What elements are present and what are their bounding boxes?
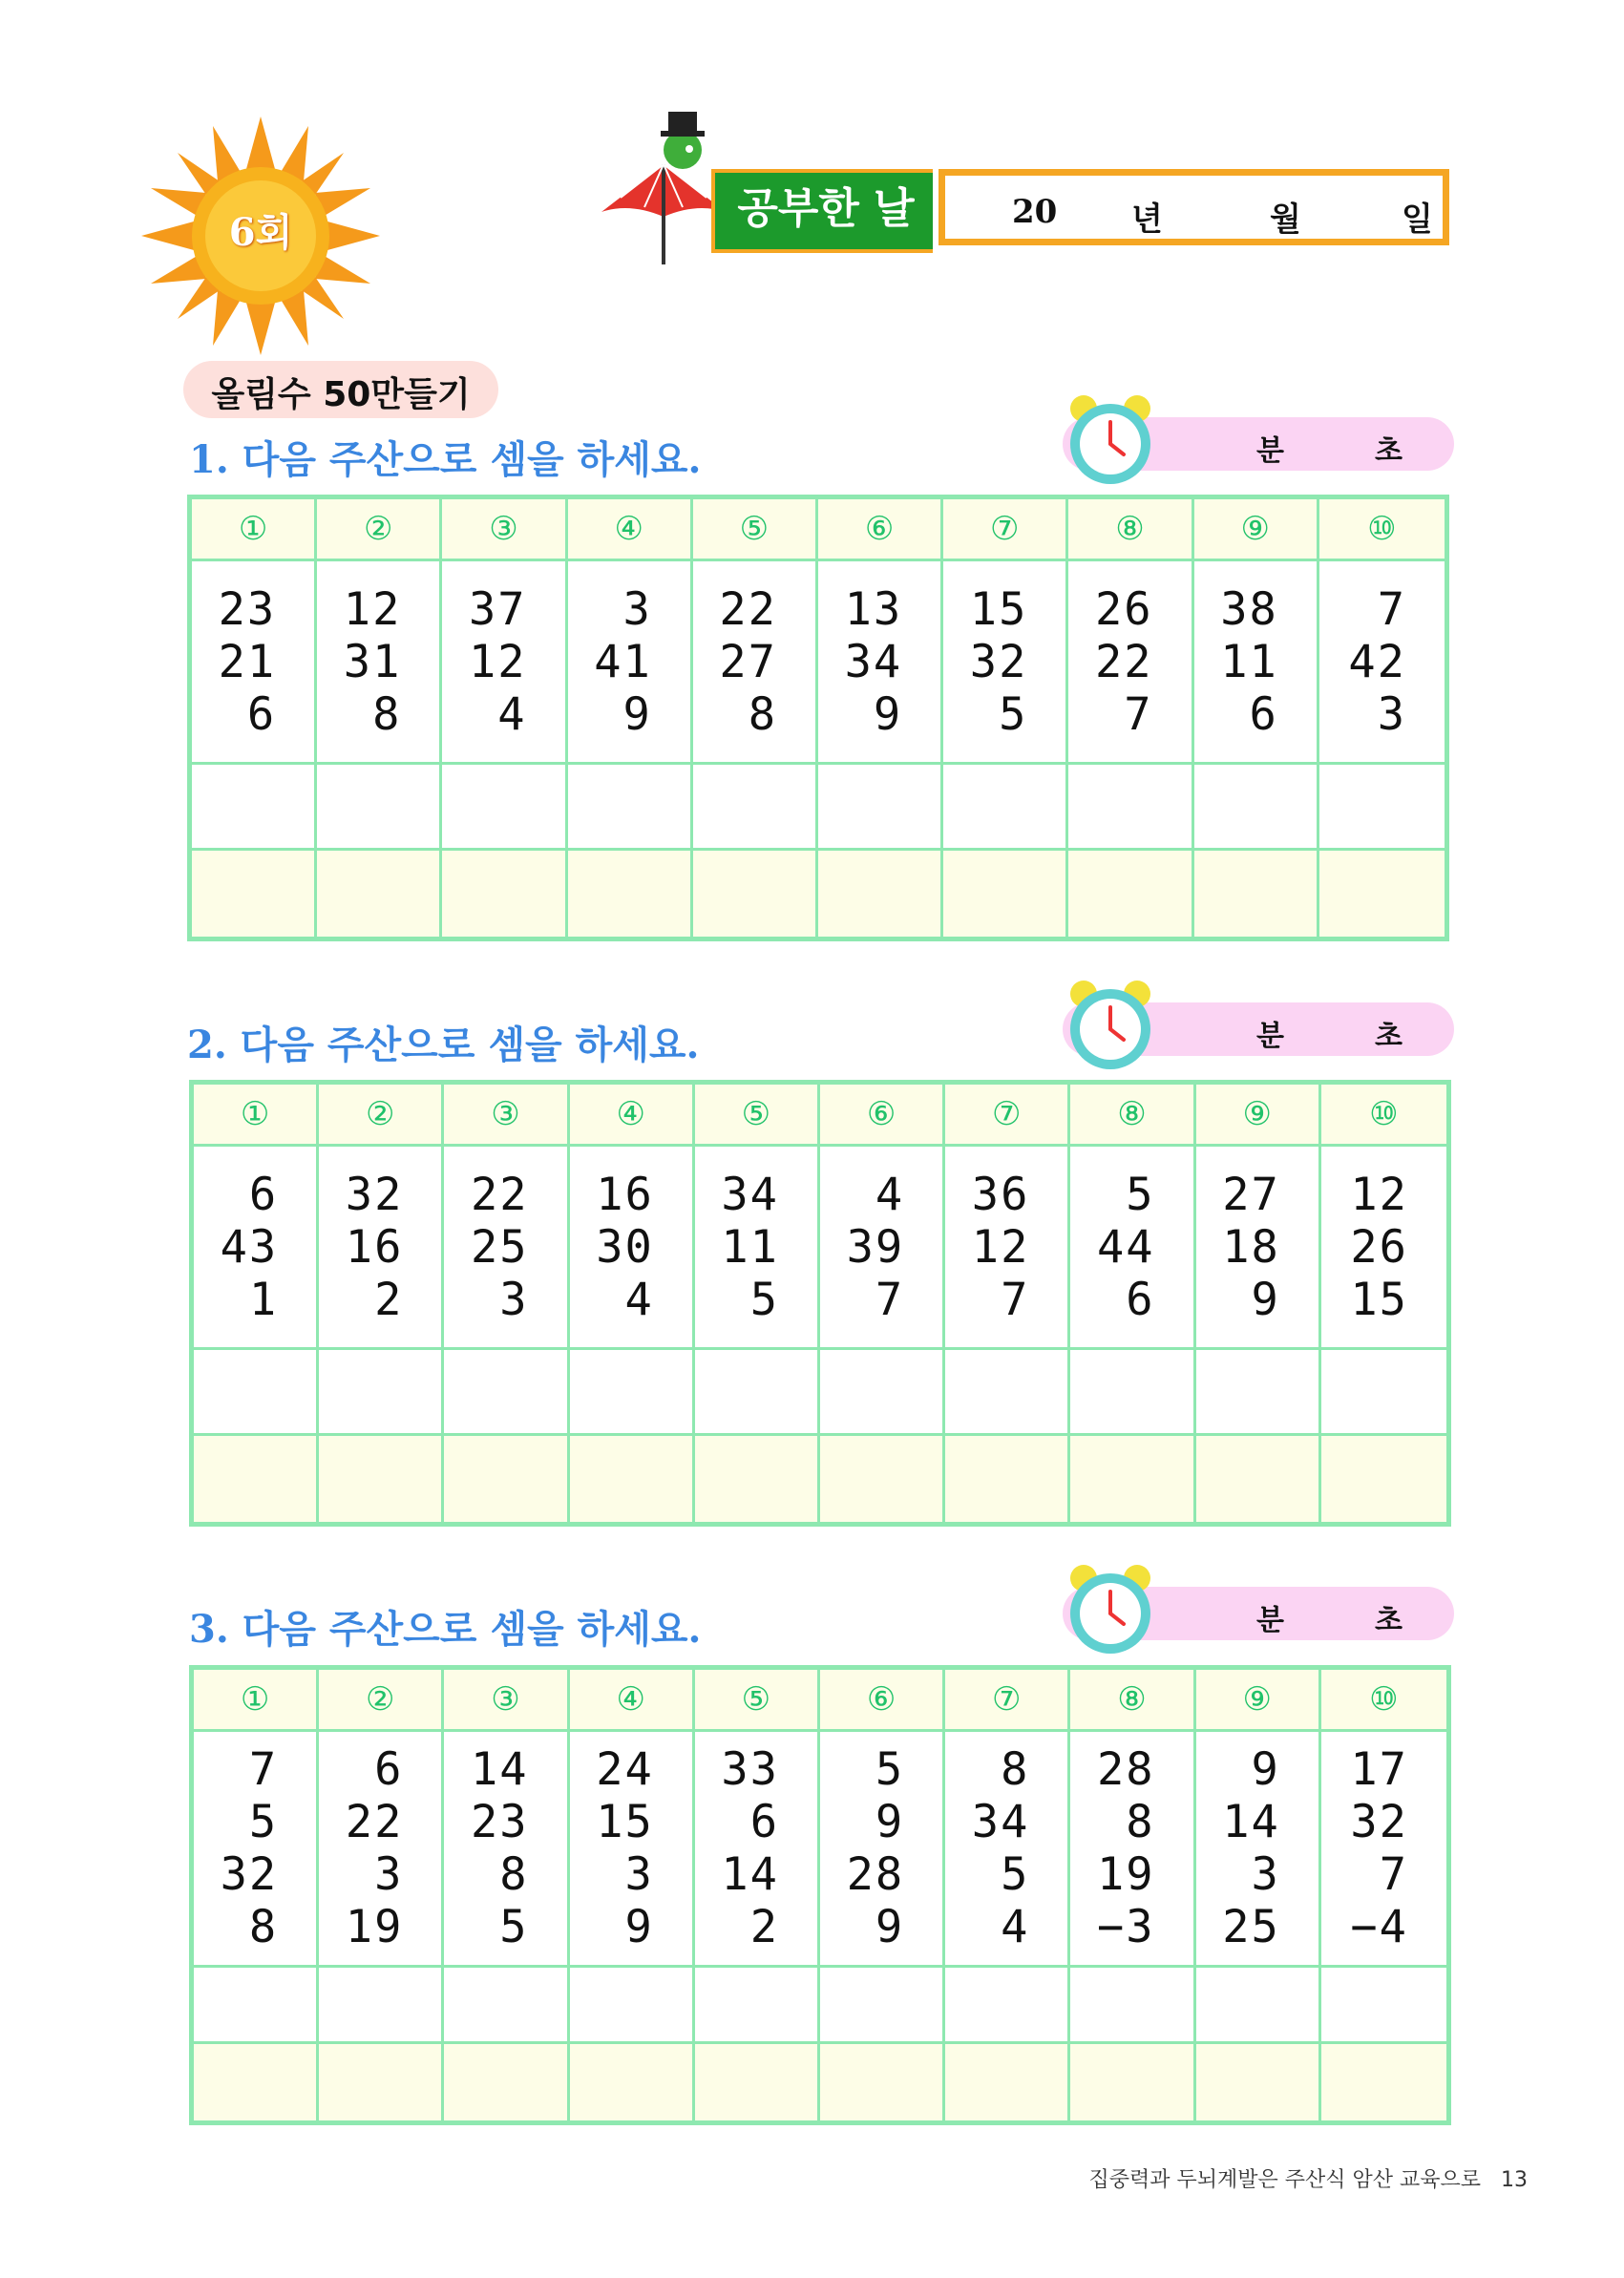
problem-numbers bbox=[695, 1732, 820, 1968]
column-marker: ④ bbox=[570, 1670, 695, 1732]
timer-minutes-label: 분 bbox=[1256, 434, 1284, 468]
problem-number: 5 bbox=[999, 687, 1028, 741]
problem-number: 6 bbox=[1249, 687, 1278, 741]
problem-number: 6 bbox=[248, 1168, 279, 1221]
problem-number: 28 bbox=[1097, 1743, 1155, 1796]
column-marker: ⑩ bbox=[1319, 499, 1445, 561]
problem-number: 7 bbox=[1124, 687, 1153, 741]
problem-number: 8 bbox=[248, 1901, 279, 1953]
problem-number: 5 bbox=[1001, 1848, 1030, 1901]
problem-number: 22 bbox=[345, 1796, 404, 1848]
column-marker: ④ bbox=[568, 499, 693, 561]
problem-number: 15 bbox=[969, 582, 1028, 636]
problem-numbers bbox=[444, 1732, 569, 1968]
problem-number: 32 bbox=[220, 1848, 279, 1901]
answer-cell[interactable] bbox=[568, 765, 693, 851]
date-day-unit: 일 bbox=[1402, 200, 1433, 239]
problem-number: 38 bbox=[1220, 582, 1278, 636]
answer-cell[interactable] bbox=[943, 765, 1068, 851]
problem-number: 4 bbox=[875, 1168, 905, 1221]
problem-number: 4 bbox=[624, 1273, 654, 1326]
problem-number: 27 bbox=[1222, 1168, 1280, 1221]
timer-minutes-label: 분 bbox=[1256, 1604, 1284, 1637]
answer-cell[interactable] bbox=[945, 1436, 1070, 1522]
answer-cell[interactable] bbox=[695, 1968, 820, 2044]
answer-cell[interactable] bbox=[194, 1436, 319, 1522]
answer-cell[interactable] bbox=[695, 1350, 820, 1436]
footer-text: 집중력과 두뇌계발은 주산식 암산 교육으로 bbox=[1088, 2168, 1481, 2192]
problem-number: 7 bbox=[875, 1273, 905, 1326]
problem-number: 8 bbox=[499, 1848, 529, 1901]
timer-seconds-label: 초 bbox=[1375, 434, 1403, 468]
section-1-title: 1. 다음 주산으로 셈을 하세요. bbox=[189, 437, 702, 482]
answer-cell[interactable] bbox=[1321, 1968, 1446, 2044]
answer-cell[interactable] bbox=[1070, 1436, 1195, 1522]
answer-cell[interactable] bbox=[194, 2044, 319, 2120]
alarm-clock-icon bbox=[1063, 391, 1158, 487]
answer-cell[interactable] bbox=[1194, 765, 1319, 851]
answer-cell[interactable] bbox=[945, 1350, 1070, 1436]
problem-number: 8 bbox=[748, 687, 777, 741]
problem-number: 5 bbox=[749, 1273, 779, 1326]
answer-cell[interactable] bbox=[1196, 1436, 1321, 1522]
answer-cell[interactable] bbox=[1068, 765, 1193, 851]
answer-cell[interactable] bbox=[1319, 765, 1445, 851]
problem-number: 34 bbox=[844, 635, 903, 688]
problem-number: 15 bbox=[1350, 1273, 1408, 1326]
alarm-clock-icon bbox=[1063, 977, 1158, 1072]
problem-numbers bbox=[693, 561, 818, 765]
problem-number: 8 bbox=[1126, 1796, 1155, 1848]
topic-label: 올림수 50만들기 bbox=[211, 375, 471, 414]
answer-cell[interactable] bbox=[945, 1968, 1070, 2044]
alarm-clock-icon bbox=[1063, 1561, 1158, 1656]
problem-number: 31 bbox=[343, 635, 402, 688]
problem-number: 34 bbox=[971, 1796, 1030, 1848]
problem-number: 6 bbox=[1126, 1273, 1155, 1326]
problem-number: 32 bbox=[345, 1168, 404, 1221]
problem-number: 28 bbox=[846, 1848, 905, 1901]
problem-number: 30 bbox=[596, 1220, 654, 1274]
problem-number: 2 bbox=[374, 1273, 404, 1326]
answer-cell[interactable] bbox=[1196, 2044, 1321, 2120]
problem-number: 43 bbox=[220, 1220, 279, 1274]
problem-numbers bbox=[319, 1732, 444, 1968]
answer-cell[interactable] bbox=[943, 851, 1068, 937]
problem-number: 6 bbox=[246, 687, 277, 741]
column-marker: ⑦ bbox=[943, 499, 1068, 561]
answer-cell[interactable] bbox=[695, 2044, 820, 2120]
column-marker: ⑧ bbox=[1070, 1085, 1195, 1147]
column-marker: ① bbox=[194, 1670, 319, 1732]
problem-numbers bbox=[319, 1147, 444, 1350]
answer-cell[interactable] bbox=[319, 1350, 444, 1436]
problem-number: 26 bbox=[1095, 582, 1153, 636]
problem-number: 16 bbox=[345, 1220, 404, 1274]
problem-number: 17 bbox=[1350, 1743, 1408, 1796]
problem-number: 9 bbox=[1251, 1743, 1280, 1796]
column-marker: ⑤ bbox=[695, 1085, 820, 1147]
problem-number: 12 bbox=[1350, 1168, 1408, 1221]
answer-cell[interactable] bbox=[319, 1436, 444, 1522]
answer-cell[interactable] bbox=[568, 851, 693, 937]
answer-cell[interactable] bbox=[820, 2044, 945, 2120]
problem-number: 5 bbox=[875, 1743, 905, 1796]
problem-number: 42 bbox=[1348, 635, 1406, 688]
problem-grid-2 bbox=[189, 1080, 1451, 1527]
answer-cell[interactable] bbox=[1321, 1350, 1446, 1436]
problem-number: 14 bbox=[471, 1743, 529, 1796]
problem-numbers bbox=[192, 561, 317, 765]
timer-seconds-label: 초 bbox=[1375, 1604, 1403, 1637]
answer-cell[interactable] bbox=[820, 1968, 945, 2044]
column-marker: ② bbox=[319, 1670, 444, 1732]
problem-number: 8 bbox=[372, 687, 402, 741]
problem-number: 16 bbox=[596, 1168, 654, 1221]
problem-number: 5 bbox=[499, 1901, 529, 1953]
column-marker: ① bbox=[194, 1085, 319, 1147]
problem-number: 3 bbox=[624, 1848, 654, 1901]
answer-cell[interactable] bbox=[695, 1436, 820, 1522]
column-marker: ① bbox=[192, 499, 317, 561]
column-marker: ③ bbox=[444, 1670, 569, 1732]
problem-grid-3 bbox=[189, 1665, 1451, 2125]
problem-number: 23 bbox=[471, 1796, 529, 1848]
problem-number: 13 bbox=[844, 582, 903, 636]
problem-number: 19 bbox=[345, 1901, 404, 1953]
round-label: 6회 bbox=[228, 210, 293, 255]
problem-number: 9 bbox=[622, 687, 652, 741]
column-marker: ④ bbox=[570, 1085, 695, 1147]
problem-numbers bbox=[820, 1732, 945, 1968]
answer-cell[interactable] bbox=[820, 1350, 945, 1436]
problem-numbers bbox=[1321, 1147, 1446, 1350]
answer-cell[interactable] bbox=[570, 2044, 695, 2120]
problem-number: 27 bbox=[719, 635, 777, 688]
study-day-label: 공부한 날 bbox=[737, 184, 915, 233]
section-2-title: 2. 다음 주산으로 셈을 하세요. bbox=[187, 1023, 700, 1067]
problem-number: 9 bbox=[1251, 1273, 1280, 1326]
problem-number: 21 bbox=[218, 635, 277, 688]
problem-numbers bbox=[194, 1732, 319, 1968]
date-year-unit: 년 bbox=[1131, 200, 1163, 239]
problem-number: 23 bbox=[218, 582, 277, 636]
problem-numbers bbox=[442, 561, 567, 765]
answer-cell[interactable] bbox=[1321, 1436, 1446, 1522]
answer-cell[interactable] bbox=[444, 1968, 569, 2044]
problem-number: 12 bbox=[469, 635, 527, 688]
answer-cell[interactable] bbox=[1196, 1350, 1321, 1436]
problem-number: 39 bbox=[846, 1220, 905, 1274]
problem-number: 7 bbox=[1379, 1848, 1408, 1901]
answer-cell[interactable] bbox=[444, 2044, 569, 2120]
problem-number: 3 bbox=[622, 582, 652, 636]
column-marker: ⑨ bbox=[1196, 1085, 1321, 1147]
problem-number: 26 bbox=[1350, 1220, 1408, 1274]
problem-numbers bbox=[444, 1147, 569, 1350]
problem-numbers bbox=[943, 561, 1068, 765]
column-marker: ⑩ bbox=[1321, 1670, 1446, 1732]
column-marker: ⑦ bbox=[945, 1085, 1070, 1147]
answer-cell[interactable] bbox=[820, 1436, 945, 1522]
answer-cell[interactable] bbox=[442, 765, 567, 851]
answer-cell[interactable] bbox=[319, 2044, 444, 2120]
problem-numbers bbox=[695, 1147, 820, 1350]
problem-number: 22 bbox=[719, 582, 777, 636]
problem-number: 22 bbox=[471, 1168, 529, 1221]
column-marker: ③ bbox=[444, 1085, 569, 1147]
problem-number: 3 bbox=[1251, 1848, 1280, 1901]
answer-cell[interactable] bbox=[1068, 851, 1193, 937]
problem-number: 1 bbox=[248, 1273, 279, 1326]
answer-cell[interactable] bbox=[1196, 1968, 1321, 2044]
problem-numbers bbox=[1070, 1732, 1195, 1968]
problem-number: 6 bbox=[374, 1743, 404, 1796]
column-marker: ⑨ bbox=[1194, 499, 1319, 561]
problem-number: 2 bbox=[749, 1901, 779, 1953]
problem-numbers bbox=[570, 1732, 695, 1968]
answer-cell[interactable] bbox=[1194, 851, 1319, 937]
answer-cell[interactable] bbox=[1070, 1350, 1195, 1436]
answer-cell[interactable] bbox=[194, 1350, 319, 1436]
column-marker: ⑥ bbox=[820, 1670, 945, 1732]
timer-minutes-label: 분 bbox=[1256, 1020, 1284, 1053]
problem-number: 18 bbox=[1222, 1220, 1280, 1274]
answer-cell[interactable] bbox=[818, 765, 943, 851]
problem-number: 33 bbox=[721, 1743, 779, 1796]
column-marker: ⑩ bbox=[1321, 1085, 1446, 1147]
column-marker: ⑧ bbox=[1070, 1670, 1195, 1732]
problem-number: 25 bbox=[471, 1220, 529, 1274]
problem-numbers bbox=[1068, 561, 1193, 765]
problem-number: 7 bbox=[1001, 1273, 1030, 1326]
problem-number: 9 bbox=[875, 1796, 905, 1848]
problem-numbers bbox=[194, 1147, 319, 1350]
problem-number: 3 bbox=[1377, 687, 1406, 741]
answer-cell[interactable] bbox=[192, 851, 317, 937]
answer-cell[interactable] bbox=[693, 765, 818, 851]
problem-number: 32 bbox=[969, 635, 1028, 688]
answer-cell[interactable] bbox=[444, 1436, 569, 1522]
answer-cell[interactable] bbox=[194, 1968, 319, 2044]
problem-number: 8 bbox=[1001, 1743, 1030, 1796]
page-number: 13 bbox=[1501, 2168, 1528, 2192]
problem-numbers bbox=[820, 1147, 945, 1350]
answer-cell[interactable] bbox=[818, 851, 943, 937]
answer-cell[interactable] bbox=[317, 765, 442, 851]
problem-number: 12 bbox=[971, 1220, 1030, 1274]
problem-grid-1 bbox=[187, 495, 1449, 941]
problem-numbers bbox=[1319, 561, 1445, 765]
problem-number: 11 bbox=[1220, 635, 1278, 688]
column-marker: ⑤ bbox=[695, 1670, 820, 1732]
problem-number: −3 bbox=[1097, 1901, 1155, 1953]
answer-cell[interactable] bbox=[192, 765, 317, 851]
problem-number: −4 bbox=[1350, 1901, 1408, 1953]
problem-number: 3 bbox=[374, 1848, 404, 1901]
column-marker: ⑦ bbox=[945, 1670, 1070, 1732]
problem-numbers bbox=[945, 1147, 1070, 1350]
problem-number: 32 bbox=[1350, 1796, 1408, 1848]
problem-numbers bbox=[570, 1147, 695, 1350]
problem-number: 34 bbox=[721, 1168, 779, 1221]
problem-number: 41 bbox=[594, 635, 652, 688]
problem-numbers bbox=[945, 1732, 1070, 1968]
problem-number: 44 bbox=[1097, 1220, 1155, 1274]
problem-number: 19 bbox=[1097, 1848, 1155, 1901]
footer bbox=[1050, 2163, 1528, 2193]
problem-number: 36 bbox=[971, 1168, 1030, 1221]
answer-cell[interactable] bbox=[693, 851, 818, 937]
problem-numbers bbox=[1070, 1147, 1195, 1350]
date-year-prefix: 20 bbox=[1012, 193, 1058, 231]
answer-cell[interactable] bbox=[570, 1968, 695, 2044]
problem-number: 11 bbox=[721, 1220, 779, 1274]
problem-number: 22 bbox=[1095, 635, 1153, 688]
column-marker: ⑨ bbox=[1196, 1670, 1321, 1732]
answer-cell[interactable] bbox=[317, 851, 442, 937]
problem-number: 12 bbox=[343, 582, 402, 636]
problem-numbers bbox=[1194, 561, 1319, 765]
column-marker: ⑤ bbox=[693, 499, 818, 561]
problem-number: 14 bbox=[721, 1848, 779, 1901]
column-marker: ⑧ bbox=[1068, 499, 1193, 561]
problem-number: 7 bbox=[1377, 582, 1406, 636]
answer-cell[interactable] bbox=[570, 1436, 695, 1522]
answer-cell[interactable] bbox=[1321, 2044, 1446, 2120]
problem-number: 9 bbox=[875, 1901, 905, 1953]
problem-numbers bbox=[1321, 1732, 1446, 1968]
problem-number: 3 bbox=[499, 1273, 529, 1326]
study-date-field[interactable] bbox=[939, 169, 1449, 245]
problem-number: 9 bbox=[624, 1901, 654, 1953]
problem-numbers bbox=[317, 561, 442, 765]
answer-cell[interactable] bbox=[444, 1350, 569, 1436]
problem-number: 4 bbox=[1001, 1901, 1030, 1953]
problem-number: 6 bbox=[749, 1796, 779, 1848]
answer-cell[interactable] bbox=[1070, 2044, 1195, 2120]
date-month-unit: 월 bbox=[1270, 200, 1301, 239]
problem-number: 24 bbox=[596, 1743, 654, 1796]
answer-cell[interactable] bbox=[570, 1350, 695, 1436]
problem-number: 5 bbox=[1126, 1168, 1155, 1221]
column-marker: ③ bbox=[442, 499, 567, 561]
column-marker: ⑥ bbox=[820, 1085, 945, 1147]
timer-seconds-label: 초 bbox=[1375, 1020, 1403, 1053]
answer-cell[interactable] bbox=[442, 851, 567, 937]
problem-numbers bbox=[568, 561, 693, 765]
section-3-title: 3. 다음 주산으로 셈을 하세요. bbox=[189, 1607, 702, 1652]
problem-number: 15 bbox=[596, 1796, 654, 1848]
column-marker: ⑥ bbox=[818, 499, 943, 561]
answer-cell[interactable] bbox=[1319, 851, 1445, 937]
problem-number: 5 bbox=[248, 1796, 279, 1848]
problem-number: 7 bbox=[248, 1743, 279, 1796]
column-marker: ② bbox=[319, 1085, 444, 1147]
problem-numbers bbox=[1196, 1147, 1321, 1350]
problem-number: 9 bbox=[873, 687, 903, 741]
problem-numbers bbox=[818, 561, 943, 765]
answer-cell[interactable] bbox=[945, 2044, 1070, 2120]
problem-number: 25 bbox=[1222, 1901, 1280, 1953]
column-marker: ② bbox=[317, 499, 442, 561]
answer-cell[interactable] bbox=[319, 1968, 444, 2044]
answer-cell[interactable] bbox=[1070, 1968, 1195, 2044]
problem-number: 4 bbox=[497, 687, 527, 741]
problem-number: 37 bbox=[469, 582, 527, 636]
problem-numbers bbox=[1196, 1732, 1321, 1968]
problem-number: 14 bbox=[1222, 1796, 1280, 1848]
